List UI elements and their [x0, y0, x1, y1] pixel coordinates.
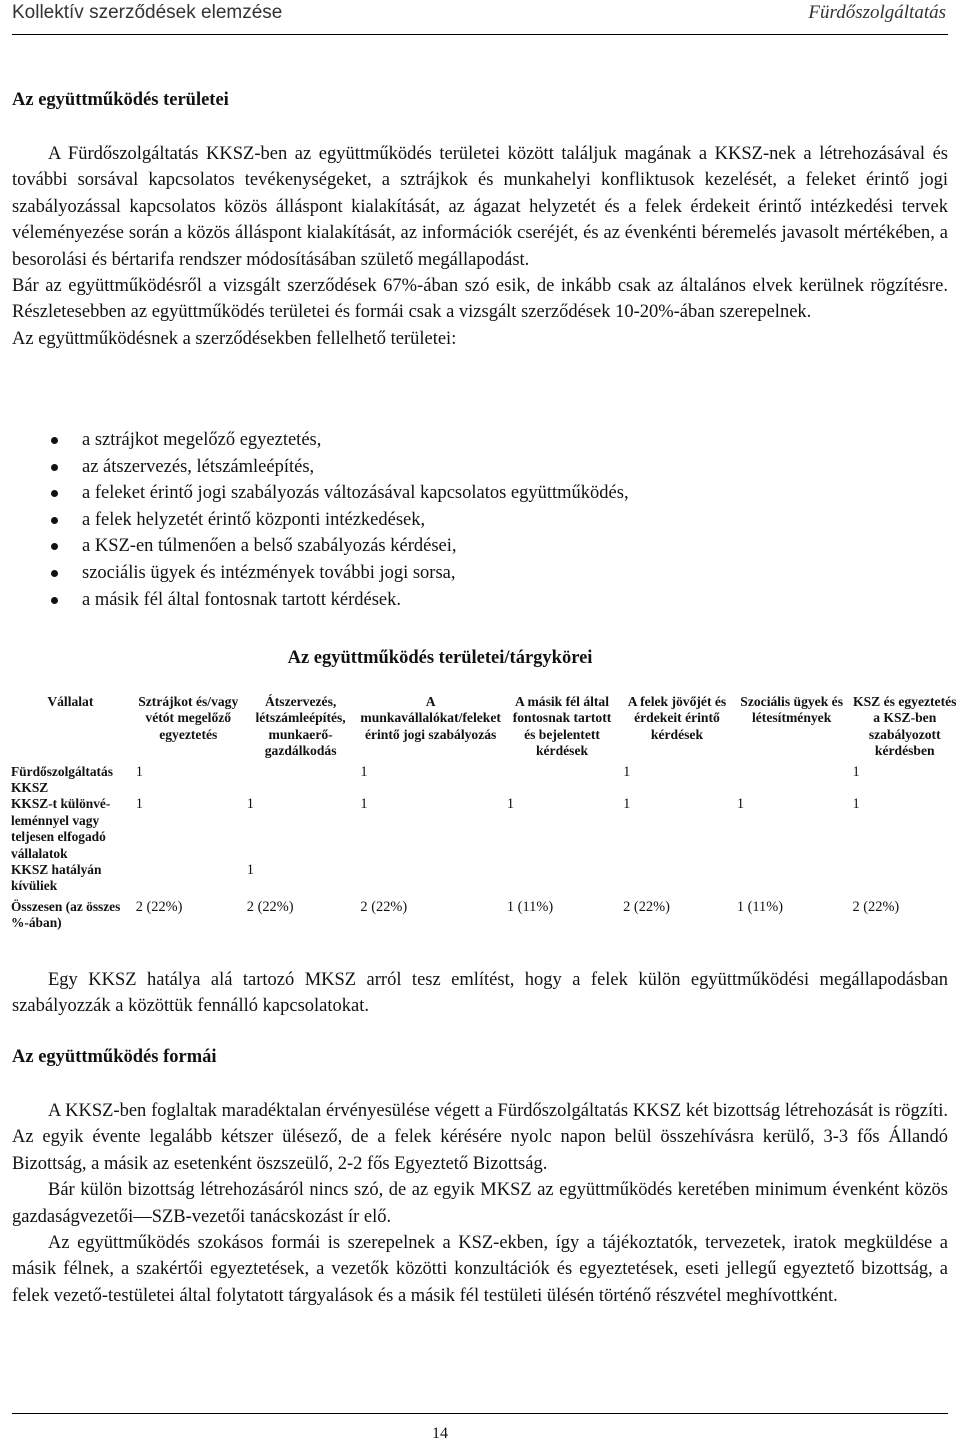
column-header: KSZ és egyeztetés a KSZ-ben szabályozott kérdésben [853, 694, 957, 759]
table-cell: 2 (22%) [360, 898, 408, 915]
section-heading-forms: Az együttműködés formái [12, 1047, 217, 1067]
header-title: Kollektív szerződések elemzése [12, 2, 283, 23]
bullet-icon [51, 517, 58, 524]
list-item: az átszervezés, létszámleépítés, [12, 454, 629, 481]
table-cell [504, 760, 620, 797]
table-cell [849, 862, 960, 895]
cooperation-table [8, 692, 960, 932]
table-cell: 2 (22%) [135, 898, 183, 915]
list-item: szociális ügyek és intézmények további jogi sorsa, [12, 560, 629, 587]
table-cell: 2 (22%) [623, 898, 670, 915]
section2-body [12, 1098, 948, 1309]
bullet-icon [51, 464, 58, 471]
table-cell: 1 [623, 796, 631, 813]
row-label: Összesen (az összes %-ában) [11, 898, 121, 931]
table-row [8, 760, 960, 797]
list-item: a másik fél által fontosnak tartott kérdések. [12, 587, 629, 614]
list-item: a sztrájkot megelőző egyeztetés, [12, 427, 629, 454]
table-cell: 2 (22%) [246, 898, 294, 915]
page-number: 14 [432, 1425, 448, 1442]
bullet-icon [51, 570, 58, 577]
table-row [8, 796, 960, 862]
table-cell: 1 [135, 796, 143, 813]
table-cell: 1 [360, 763, 368, 780]
table-cell: 1 [736, 796, 745, 813]
table-row [8, 895, 960, 932]
bullet-icon [51, 437, 58, 444]
bullet-icon [51, 597, 58, 604]
table-cell [734, 760, 850, 797]
table-cell: 1 [852, 796, 860, 813]
section-heading-areas: Az együttműködés területei [12, 90, 229, 110]
section1-body [12, 141, 948, 352]
table-header-row [8, 692, 960, 760]
table-cell: 1 [135, 763, 143, 780]
row-label: KKSZ-t különvéleménnyel vagy teljesen elfogadó vállalatok [11, 796, 111, 861]
column-header: A munkavállalókat/feleket érintő jogi szabályozás [360, 694, 501, 742]
bullet-icon [51, 543, 58, 550]
table-cell: 1 [246, 862, 254, 879]
table-cell: 1 [506, 796, 515, 813]
table-cell [734, 862, 850, 895]
header-section: Fürdőszolgáltatás [808, 2, 946, 23]
paragraph: Bár az együttműködésről a vizsgált szerződések 67%-ában szó esik, de inkább csak az általános elvek kerülnek rögzítésre. Részletesebben az együttműködés területei és formái csak a vizsgált szerződések 10-20%-ában szerepelnek. [12, 276, 948, 323]
list-item: a felek helyzetét érintő központi intézkedések, [12, 507, 629, 534]
paragraph: Az együttműködés szokásos formái is szerepelnek a KSZ-ekben, így a tájékoztatók, tervezetek, iratok megküldése a másik félnek, a szakértői egyeztetések, a vezetők közötti konzultációk és egyeztetések, eseti jellegű egyeztető bizottság, a felek vezető-testületei által folytatott tárgyalások és a másik fél testületi ülésén történő részvétel meghívottként. [12, 1233, 948, 1306]
table-cell: 1 [360, 796, 368, 813]
table-cell: 1 (11%) [506, 898, 554, 915]
table-cell [620, 862, 734, 895]
table-cell: 2 (22%) [852, 898, 900, 915]
table-cell: 1 (11%) [736, 898, 784, 915]
column-header: A másik fél által fontosnak tartott és bejelentett kérdések [512, 694, 612, 759]
table-cell [244, 760, 358, 797]
paragraph: Az együttműködésnek a szerződésekben fellelhető területei: [12, 328, 457, 349]
column-header: Szociális ügyek és létesítmények [740, 694, 843, 726]
bullet-icon [51, 490, 58, 497]
column-header: Átszervezés, létszámleépítés, munkaerőgazdálkodás [255, 694, 346, 759]
column-header: A felek jövőjét és érdekeit érintő kérdések [627, 694, 727, 742]
header-rule [12, 34, 948, 35]
table-cell [504, 862, 620, 895]
table-cell: 1 [246, 796, 254, 813]
after-table-text [12, 967, 948, 1020]
areas-list [12, 427, 629, 613]
footer-rule [12, 1413, 948, 1414]
table-cell [133, 862, 244, 895]
column-header: Vállalat [47, 694, 94, 709]
table-cell [357, 862, 503, 895]
column-header: Sztrájkot és/vagy vétót megelőző egyeztetés [138, 694, 239, 742]
row-label: KKSZ hatályán kívüliek [11, 862, 102, 894]
paragraph: Egy KKSZ hatálya alá tartozó MKSZ arról tesz említést, hogy a felek külön együttműködési megállapodásban szabályozzák a közöttük fennálló kapcsolatokat. [12, 970, 948, 1017]
table-title: Az együttműködés területei/tárgykörei [287, 648, 593, 668]
paragraph: A KKSZ-ben foglaltak maradéktalan érvényesülése végett a Fürdőszolgáltatás KKSZ két bizottság létrehozását is rögzíti. Az egyik évente legalább kétszer ülésező, de a felek kérésére nyolc napon belül összehívásra kerülő, 3-3 fős Állandó Bizottság, a másik az esetenként öszszeülő, 2-2 fős Egyeztető Bizottság. [12, 1101, 948, 1174]
table-cell: 1 [623, 763, 631, 780]
table-row [8, 862, 960, 895]
list-item: a feleket érintő jogi szabályozás változásával kapcsolatos együttműködés, [12, 480, 629, 507]
list-item: a KSZ-en túlmenően a belső szabályozás kérdései, [12, 533, 629, 560]
paragraph: Bár külön bizottság létrehozásáról nincs szó, de az egyik MKSZ az együttműködés keretében minimum évenként közös gazdaságvezetői—SZB-vezetői tanácskozást ír elő. [12, 1180, 948, 1227]
paragraph: A Fürdőszolgáltatás KKSZ-ben az együttműködés területei között találjuk magának a KKSZ-nek a létrehozásával és további sorsával kapcsolatos tevékenységeket, a sztrájkok és munkahelyi konfliktusok kezelését, a feleket érintő jogi szabályozással kapcsolatos közös álláspont kialakítását, az ágazat helyzetét és a felek érdekeit érintő intézkedési tervek véleményezése során a közös álláspont kialakítását, az információk cseréjét, és az évenkénti béremelés javasolt mértékében, a besorolási és bértarifa rendszer módosításában születő megállapodást. [12, 144, 948, 270]
row-label: Fürdőszolgáltatás KKSZ [11, 763, 113, 796]
table-cell: 1 [852, 763, 860, 780]
